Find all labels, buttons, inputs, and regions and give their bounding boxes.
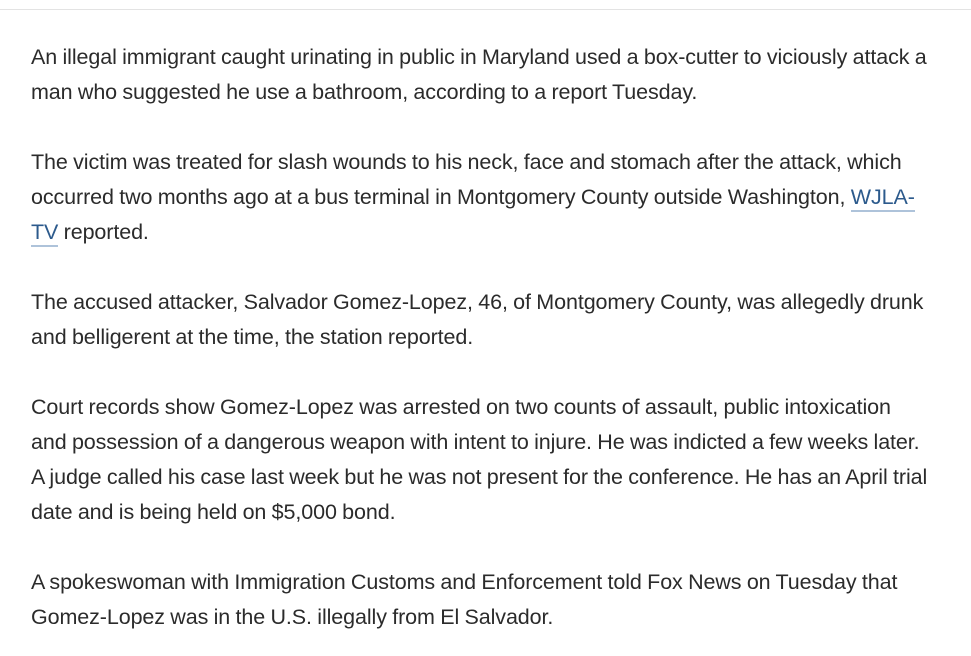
article-paragraph-3: The accused attacker, Salvador Gomez-Lopez, 46, of Montgomery County, was allegedly drunk and belligerent at the time, the station reported. bbox=[31, 290, 924, 349]
article-paragraph-2 bbox=[31, 145, 931, 250]
article-body bbox=[31, 40, 931, 656]
wjla-tv-link[interactable]: WJLA-TV bbox=[31, 185, 915, 247]
paragraph-2-text-before: The victim was treated for slash wounds to his neck, face and stomach after the attack, which occurred two months ago at a bus terminal in Montgomery County outside Washington, bbox=[31, 150, 902, 209]
article-paragraph-4: Court records show Gomez-Lopez was arrested on two counts of assault, public intoxication and possession of a dangerous weapon with intent to injure. He was indicted a few weeks later. A judge called his case last week but he was not present for the conference. He has an April trial date and is being held on $5,000 bond. bbox=[31, 395, 928, 524]
top-divider bbox=[0, 9, 971, 10]
paragraph-2-text-after: reported. bbox=[58, 220, 149, 244]
article-paragraph-5: A spokeswoman with Immigration Customs and Enforcement told Fox News on Tuesday that Gomez-Lopez was in the U.S. illegally from El Salvador. bbox=[31, 570, 898, 629]
article-paragraph-1: An illegal immigrant caught urinating in public in Maryland used a box-cutter to viciously attack a man who suggested he use a bathroom, according to a report Tuesday. bbox=[31, 45, 927, 104]
